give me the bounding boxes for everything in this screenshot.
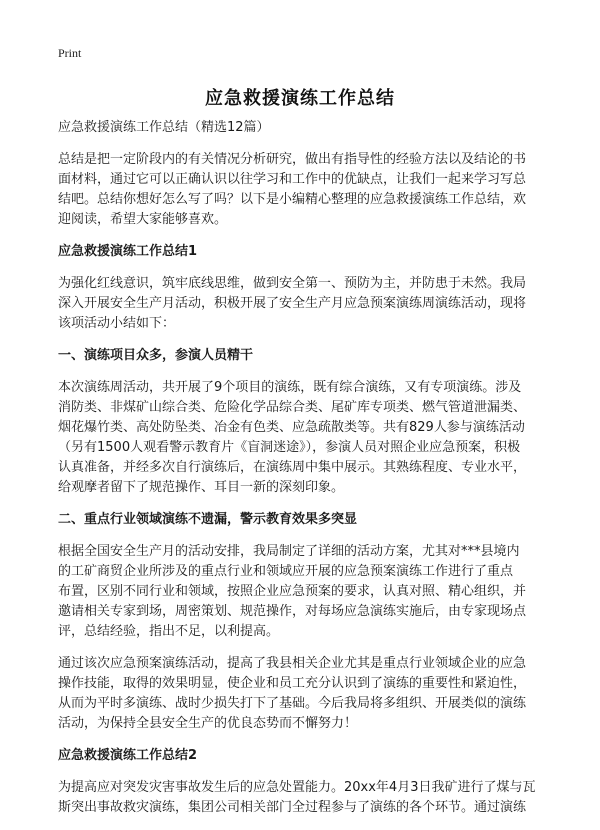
text-line: 总结是把一定阶段内的有关情况分析研究，做出有指导性的经验方法以及结论的书 — [58, 152, 527, 167]
document-body — [58, 118, 548, 830]
text-line: 烟花爆竹类、高处防坠类、冶金有色类、应急疏散类等。共有829人参与演练活动 — [58, 420, 525, 435]
text-line: 活动，为保持全县安全生产的优良态势而不懈努力！ — [58, 716, 358, 731]
paragraph — [58, 654, 548, 734]
paragraph — [58, 778, 548, 818]
text-line: （另有1500人观看警示教育片《盲洞迷途》），参演人员对照企业应急预案，积极 — [58, 440, 521, 455]
text-line: 邀请相关专家到场，周密策划、规范操作，对每场应急演练实施后，由专家现场点 — [58, 604, 527, 619]
text-line: 该项活动小结如下： — [58, 316, 176, 331]
text-line: 为强化红线意识，筑牢底线思维，做到安全第一、预防为主，并防患于未然。我局 — [58, 276, 527, 291]
text-line: 的工矿商贸企业所涉及的重点行业和领域应开展的应急预案演练工作进行了重点 — [58, 564, 514, 579]
intro-paragraph — [58, 150, 548, 230]
document-subtitle: 应急救援演练工作总结（精选12篇） — [58, 120, 270, 135]
text-line: 布置，区别不同行业和领域，按照企业应急预案的要求，认真对照、精心组织，并 — [58, 584, 527, 599]
text-line: 认真准备，并经多次自行演练后，在演练周中集中展示。其熟练程度、专业水平， — [58, 460, 527, 475]
print-label[interactable]: Print — [58, 46, 82, 60]
text-line: 消防类、非煤矿山综合类、危险化学品综合类、尾矿库专项类、燃气管道泄漏类、 — [58, 400, 527, 415]
text-line: 深入开展安全生产月活动，积极开展了安全生产月应急预案演练周演练活动，现将 — [58, 296, 527, 311]
page-title: 应急救援演练工作总结 — [205, 88, 395, 109]
text-line: 面材料，通过它可以正确认识以往学习和工作中的优缺点，让我们一起来学习写总 — [58, 172, 527, 187]
text-line: 为提高应对突发灾害事故发生后的应急处置能力。20xx年4月3日我矿进行了煤与瓦 — [58, 780, 536, 795]
text-line: 结吧。总结你想好怎么写了吗？以下是小编精心整理的应急救援演练工作总结，欢 — [58, 192, 527, 207]
text-line: 从而为平时多演练、战时少损失打下了基础。今后我局将多组织、开展类似的演练 — [58, 696, 527, 711]
subsection-heading: 一、演练项目众多，参演人员精干 — [58, 348, 254, 363]
subsection-heading: 二、重点行业领域演练不遗漏，警示教育效果多突显 — [58, 512, 358, 527]
text-line: 迎阅读，希望大家能够喜欢。 — [58, 212, 228, 227]
text-line: 给观摩者留下了规范操作、耳目一新的深刻印象。 — [58, 480, 345, 495]
text-line: 本次演练周活动，共开展了9个项目的演练，既有综合演练，又有专项演练。涉及 — [58, 380, 522, 395]
text-line: 评，总结经验，指出不足，以利提高。 — [58, 624, 280, 639]
text-line: 通过该次应急预案演练活动，提高了我县相关企业尤其是重点行业领域企业的应急 — [58, 656, 527, 671]
paragraph — [58, 274, 548, 334]
section-heading: 应急救援演练工作总结1 — [58, 244, 198, 259]
paragraph — [58, 378, 548, 498]
paragraph — [58, 542, 548, 642]
section-heading: 应急救援演练工作总结2 — [58, 748, 198, 763]
text-line: 操作技能，取得的效果明显，使企业和员工充分认识到了演练的重要性和紧迫性， — [58, 676, 527, 691]
text-line: 根据全国安全生产月的活动安排，我局制定了详细的活动方案，尤其对***县境内 — [58, 544, 520, 559]
text-line: 斯突出事故救灾演练，集团公司相关部门全过程参与了演练的各个环节。通过演练 — [58, 800, 527, 815]
